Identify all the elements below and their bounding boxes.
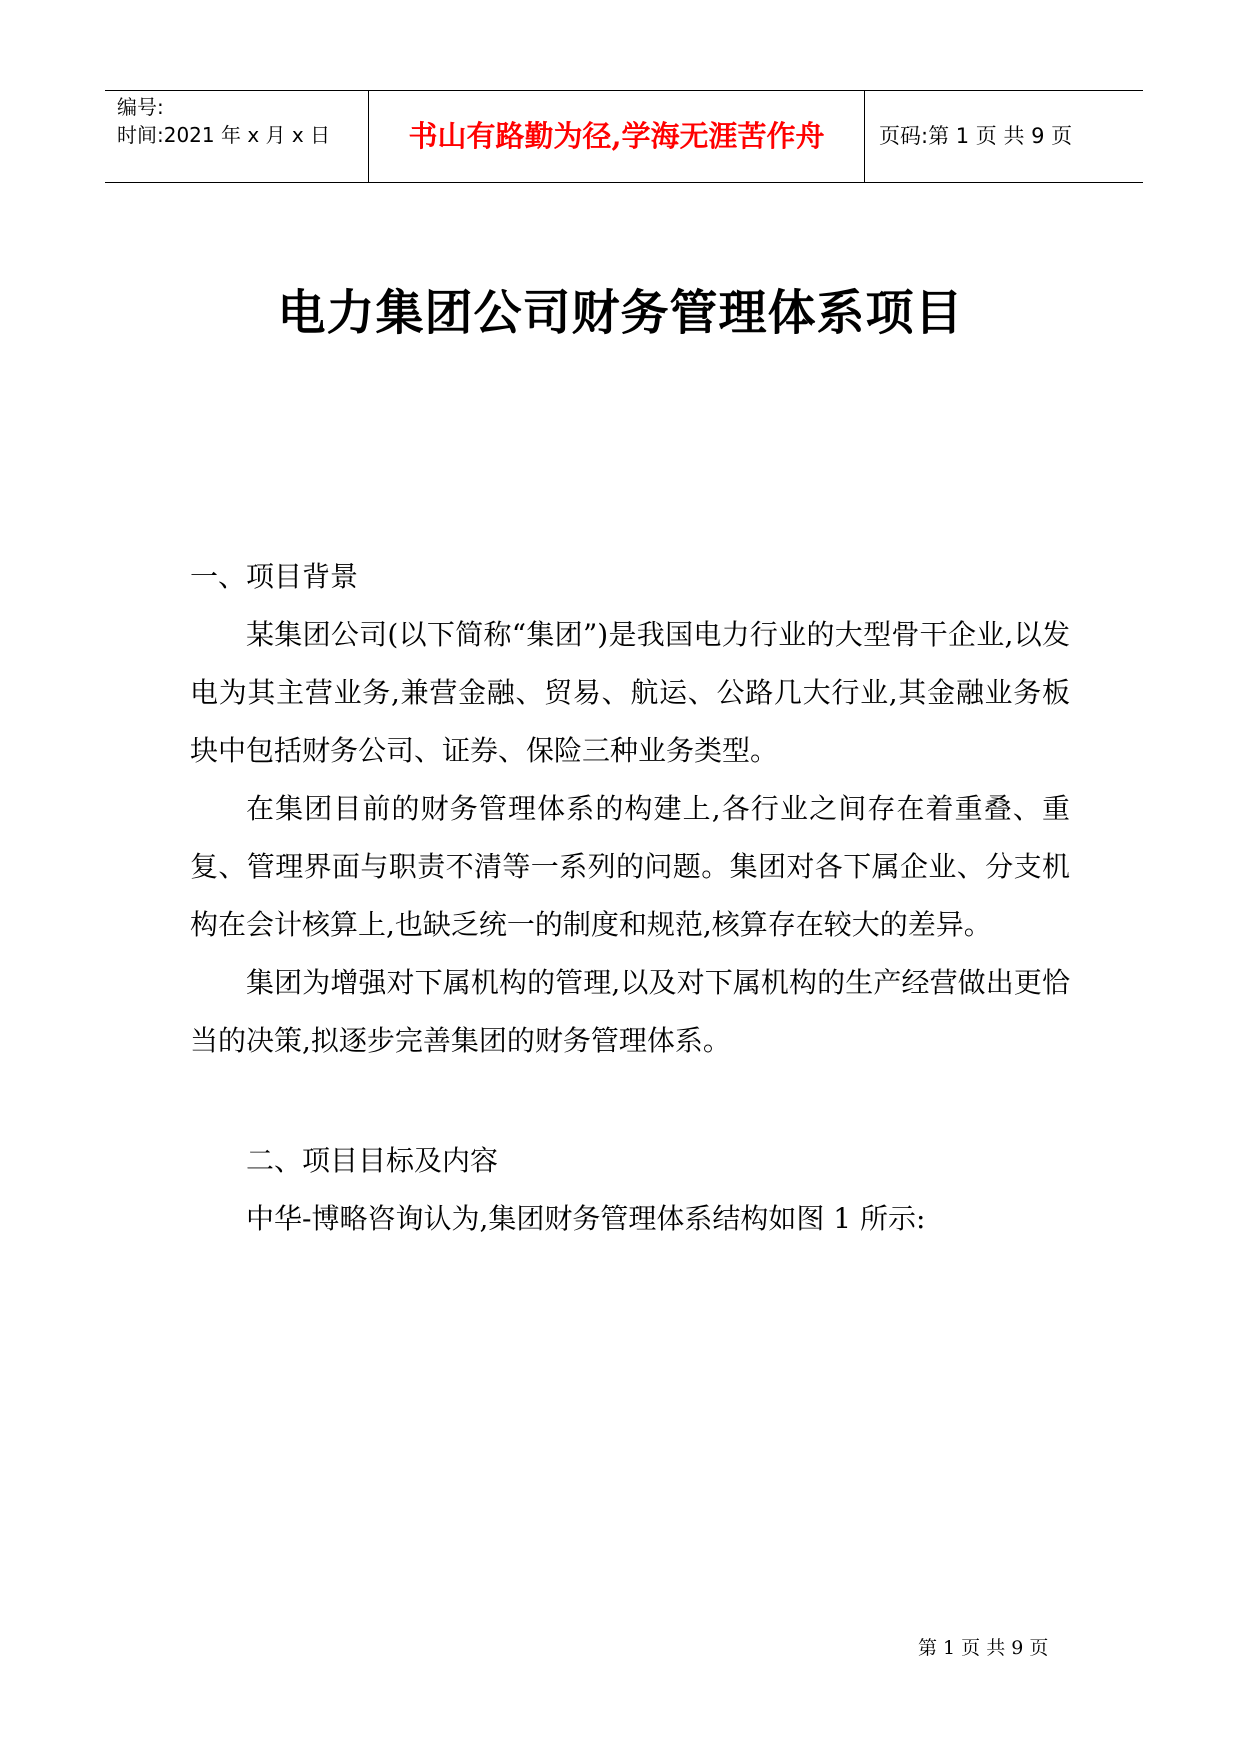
header-motto: 书山有路勤为径,学海无涯苦作舟 — [369, 91, 865, 182]
paragraph-background-3: 集团为增强对下属机构的管理,以及对下属机构的生产经营做出更恰当的决策,拟逐步完善集团的财务管理体系。 — [190, 966, 1070, 1057]
page-header — [105, 90, 1143, 183]
page-footer-indicator: 第 1 页 共 9 页 — [918, 1637, 1049, 1659]
document-title: 电力集团公司财务管理体系项目 — [277, 285, 964, 341]
section-heading-background: 一、项目背景 — [190, 560, 359, 593]
section-spacer — [190, 1070, 1070, 1132]
document-number-label: 编号: — [117, 95, 164, 119]
document-time-label: 时间:2021 年 x 月 x 日 — [117, 123, 331, 147]
paragraph-background-2: 在集团目前的财务管理体系的构建上,各行业之间存在着重叠、重复、管理界面与职责不清等一系列的问题。集团对各下属企业、分支机构在会计核算上,也缺乏统一的制度和规范,核算存在较大的差异。 — [190, 792, 1070, 941]
paragraph-background-1: 某集团公司(以下简称“集团”)是我国电力行业的大型骨干企业,以发电为其主营业务,兼营金融、贸易、航运、公路几大行业,其金融业务板块中包括财务公司、证券、保险三种业务类型。 — [190, 618, 1070, 767]
header-meta-cell — [105, 91, 369, 182]
header-page-code: 页码:第 1 页 共 9 页 — [879, 124, 1073, 148]
section-heading-goals: 二、项目目标及内容 — [246, 1144, 499, 1177]
paragraph-goals-1: 中华-博略咨询认为,集团财务管理体系结构如图 1 所示: — [246, 1202, 926, 1235]
document-body — [190, 548, 1070, 1248]
